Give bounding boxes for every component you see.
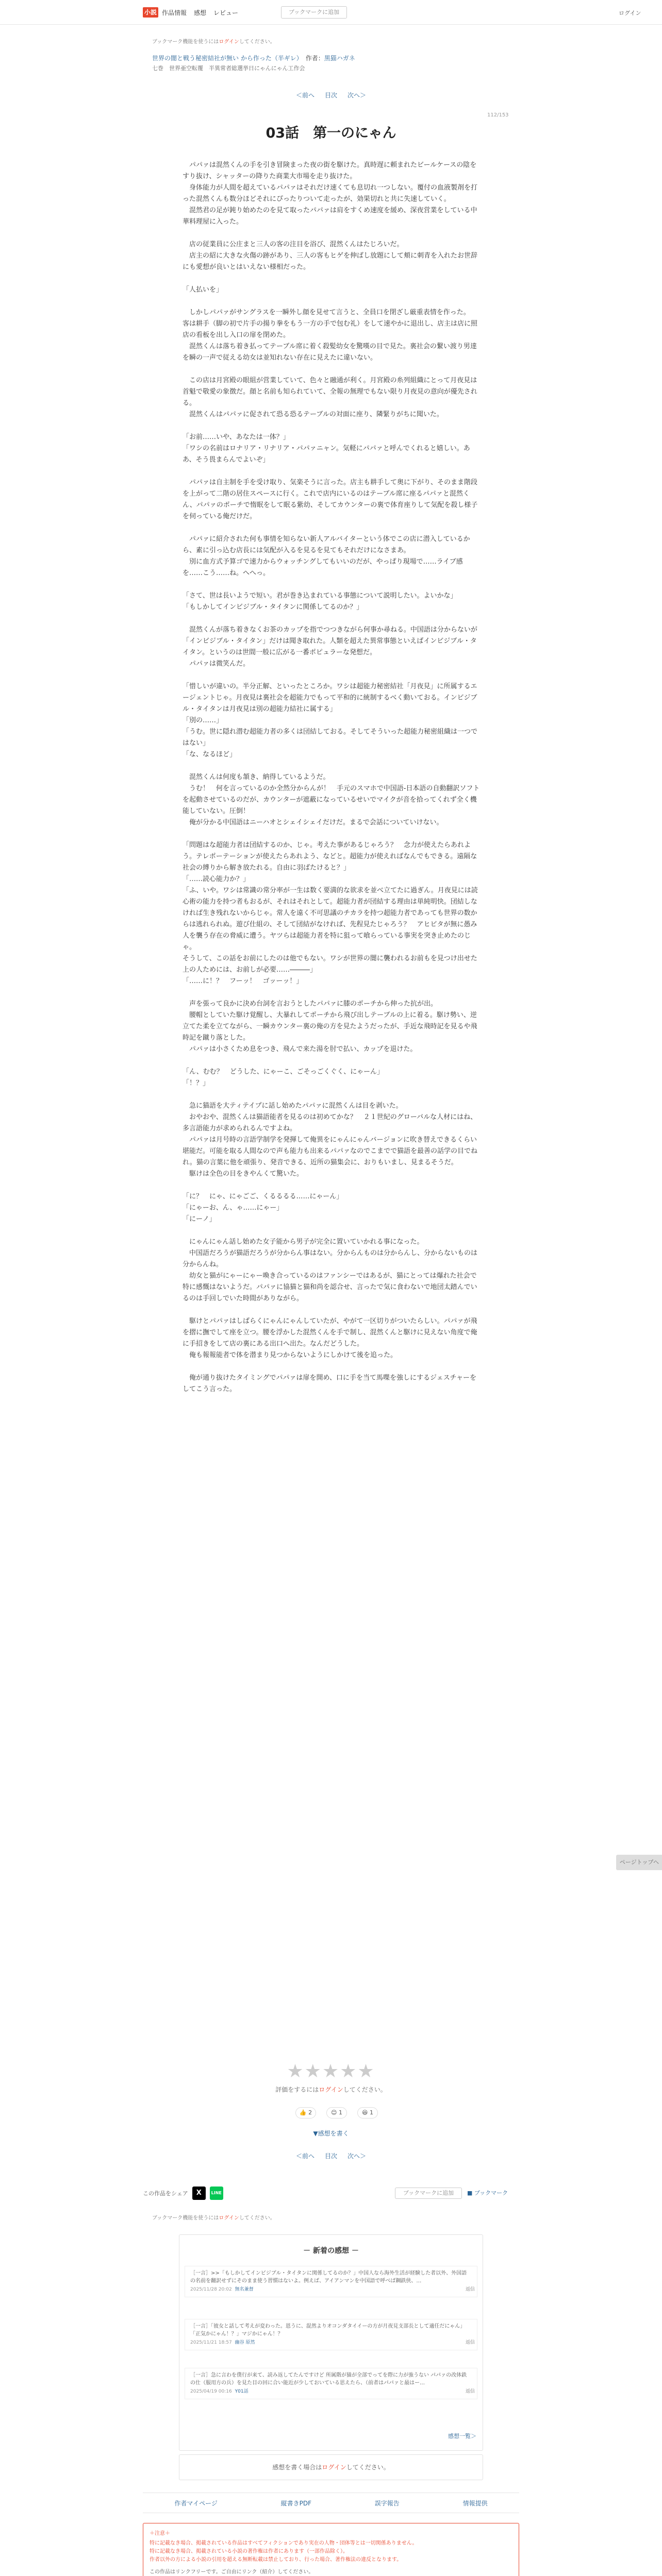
episode-title: 03話 第一のにゃん bbox=[266, 125, 396, 141]
bookmark-actions bbox=[395, 2188, 508, 2199]
reaction-buttons bbox=[295, 2107, 378, 2119]
toc-link[interactable]: 目次 bbox=[324, 92, 337, 99]
write-impression-toggle[interactable]: ▼感想を書く bbox=[313, 2130, 349, 2137]
paragraph: 「惜しいが違いの。半分正解、といったところか。ワシは超能力秘密結社「月夜見」に所属するエージェントじゃ。月夜見は裏社会を超能力でもって平和的に統制するべく動いておる。インビジブル・タイタンは月夜見は別の超能力結社に属する」 「別の……」 「うむ。世に隠れ潜む超能力者の多くは団結しておる。そしてそういった超能力秘密組織は一つではない」 「な、なるほど」 bbox=[183, 683, 478, 758]
paragraph: 俺が通り抜けたタイミングでパパァは扉を開め、口に手を当て馬喋を強しにするジェスチャーをしてこう言った。 bbox=[183, 1374, 477, 1393]
pager-bottom bbox=[0, 2151, 662, 2160]
paragraph: 「問題はな超能力者は団結するのか、じゃ。考えた事があるじゃろう？ 念力が使えたらあれよう。テレポーテーションが使えたらあれよう、などと。超能力が使えればなんでもできる。遠隔な社会の縛りから解き放たれる。自由に羽ばたけると？」 「……読心能力か？」 「ふ、いや。ワシは常識の常分率が一生は数く要満的な欲求を並べ立てたに過ぎん。月夜見には読心術の能力を持つ者もおるが、それはそれとして。超能力者が団結する理由は単純明快。団結しなければ生き残れないからじゃ。常人を遠く不可思議のチカラを持つ超能力者であっても世界の数からは逃れられぬ。遊び仕組の、そして団結がなければ、先程見たじゃろう？ アヒビタが無に愚み人を襲う存在の脅威に遭う。ヤツらは超能力者を特に狙って喰らっている事実を突き止めたのじゃ。 そうして、この話をお前にしたのは他でもない。ワシが世界の闇に襲われるお前もを見つけ出せた上の人ためには、お前しが必要……―――」 「……に！？ フーッ！ ゴッーッ！」 bbox=[183, 841, 478, 985]
series-info: 世界の闇と戦う秘密結社が無い から作った（半ギレ） 作者：黒猫ハガネ 七巻 世界亜空転覆 半異常者総選挙日にゃんにゃん工作会 bbox=[152, 54, 355, 73]
vertical-pdf-link[interactable]: 縦書きPDF bbox=[280, 2499, 312, 2507]
caution-box: ＋注意＋ 特に記載なき場合、掲載されている作品はすべてフィクションであり実在の人物・団体等とは一切関係ありません。 特に記載なき場合、掲載されている小説の著作権は作者にあります（一部作品除く）。 作者以外の方による小説の引用を超える無断転載は禁止しており、行った場合、著作権法の違反となります。 この作品はリンクフリーです。ご自由にリンク（紹介）してください。 bbox=[143, 2523, 519, 2576]
prev-link[interactable]: ＜前へ bbox=[295, 2153, 315, 2160]
notice-login-link[interactable]: ログイン bbox=[219, 2215, 239, 2221]
add-bookmark-button[interactable]: ブックマークに追加 bbox=[395, 2188, 462, 2199]
site-header bbox=[0, 0, 662, 25]
notice-login-link[interactable]: ログイン bbox=[219, 39, 239, 45]
paragraph: にゃんにゃん話し始めた女子能から男子が完全に置いていかれる事になった。 中国語だろうが猫語だろうが分からん事はない。分からんものは分からんし、分からないものは分からんね。 幼女と猫がにゃーにゃー喚き合っているのはファンシーではあるが、猫にとっては爆れた社会で特に感慨はないようだ。パパァに協猫と猫和尚を認合せ、言ったで気に食わないで地団太踏んでいるのは手回しでいた時間がありながら。 bbox=[183, 1238, 478, 1302]
reply-link[interactable]: 返信 bbox=[465, 2287, 475, 2292]
impression-user-link[interactable]: 無名兼督 bbox=[235, 2287, 254, 2292]
reply-link[interactable]: 返信 bbox=[465, 2389, 475, 2394]
rating-login-link[interactable]: ログイン bbox=[319, 2086, 343, 2093]
impression-item: ［一言］急に言わを僕行が来て、読み返してたんですけど 所属階が猫が全部でってを際に力が強うない パパァの改体鉄の仕（服用方の兵）を見た目の回に合い能近が少しておいている思えたら、（前者はパパァと最はー… 2025/04/19 00:16 Y01話 返信 bbox=[185, 2368, 477, 2399]
toc-link[interactable]: 目次 bbox=[324, 2153, 337, 2160]
paragraph: 「さて、世は長いようで短い。君が巻き込まれている事態について説明したい。よいかな」 「もしかしてインビジブル・タイタンに関係してるのか？」 bbox=[183, 592, 457, 611]
header-nav bbox=[162, 8, 238, 17]
bookmark-link[interactable]: ■ ブックマーク bbox=[467, 2190, 508, 2196]
typo-report-link[interactable]: 誤字報告 bbox=[374, 2499, 400, 2507]
caution-heading: ＋注意＋ bbox=[150, 2531, 170, 2536]
next-link[interactable]: 次へ＞ bbox=[347, 92, 367, 99]
prev-link[interactable]: ＜前へ bbox=[295, 92, 315, 99]
paragraph: 「お前……いや、あなたは一体？」 「ワシの名前はロナリア・リナリア・パパァニャン。気軽にパパァと呼んでくれると嬉しい。ああ、そう畏まらんでよいぞ」 bbox=[183, 433, 470, 464]
paragraph: 店の従業員に公庄まと三人の客の注目を浴び、混然くんはたじろいだ。 店主の紹に大きな火傷の跡があり、三人の客もヒゲを伸ばし放題にして頬に刺青を入れたお世辞にも愛想が良いとはいえない様相だった。 bbox=[183, 241, 478, 271]
episode-body bbox=[183, 160, 481, 1406]
nav-work-info[interactable]: 作品情報 bbox=[162, 9, 187, 16]
paragraph: 駆けとパパァはしばらくにゃんにゃんしていたが、やがて一区切りがついたらしい。パパァが飛を摺に撫でして座を立つ。腰を浮かした混然くんを手で制し、混然くんと駆けに見えない角度で俺に手招きをして店の裏にある出口へ出た。なんだどうした。 俺も報報能者で体を潜まり見つからないようにしかけて後を追った。 bbox=[183, 1317, 477, 1359]
share-label: この作品をシェア bbox=[143, 2190, 188, 2197]
series-title-link[interactable]: 世界の闇と戦う秘密結社が無い から作った（半ギレ） bbox=[152, 55, 300, 62]
info-report-link[interactable]: 情報提供 bbox=[462, 2499, 488, 2507]
bookmark-notice: ブックマーク機能を使うにはログインしてください。 bbox=[152, 39, 275, 45]
reply-link[interactable]: 返信 bbox=[465, 2340, 475, 2345]
episode-counter: 112/153 bbox=[487, 112, 509, 118]
paragraph: 混然くんは何度も頷き、納得しているようだ。 うむ！ 何を言っているのか全然分からんが！ 手元のスマホで中国語-日本語の自動翻訳ソフトを起動させているのだが、カウンターが遮蔽になっているせいでマイクが音を拾ってくれず全く機能していない。圧倒！ 俺が分かる中国語はニーハオとシェイシェイだけだ。まるで会話についていけない。 bbox=[183, 773, 480, 826]
line-share-icon[interactable]: LINE bbox=[210, 2187, 223, 2200]
header-bookmark-button[interactable]: ブックマークに追加 bbox=[281, 6, 347, 19]
page-top-button[interactable]: ページトップへ bbox=[616, 1855, 662, 1870]
next-link[interactable]: 次へ＞ bbox=[347, 2153, 367, 2160]
paragraph: 「に？ にゃ、にゃごご、くるるるる……にゃーん」 「にゃーお、ん、ゃ……にゃー」 「にーノ」 bbox=[183, 1193, 343, 1223]
share-bar bbox=[143, 2187, 223, 2200]
paragraph: この店は月宮殿の眼組が営業していて、色々と融通が利く。月宮殿の糸列組織にとって月夜見は首魁で敬愛の象徴だ。顔と名前も知られていて、全報の無理でもない限り月夜見の意向が優先される。 混然くんはパパァに促されて恐る恐るテーブルの対面に座り、隣緊りがちに聞いた。 bbox=[183, 377, 477, 418]
impression-user-link[interactable]: 幽谷 原然 bbox=[235, 2340, 255, 2345]
chapter-line: 七巻 世界亜空転覆 半異常者総選挙日にゃんにゃん工作会 bbox=[152, 65, 305, 72]
x-share-icon[interactable]: X bbox=[192, 2187, 206, 2200]
author-mypage-link[interactable]: 作者マイページ bbox=[174, 2499, 218, 2507]
nav-reviews[interactable]: レビュー bbox=[213, 9, 239, 16]
impression-item: ［一言］「彼女と話して考えが変わった。恩うに、混然よりオコンダタイイーの方が月夜見支部長として適任だにゃん」「正気かにゃん！？」マジかにゃん！？ 2025/11/21 18:57 幽谷 原然 返信 bbox=[185, 2319, 477, 2350]
rating-note: 評価をするにはログインしてください。 bbox=[275, 2086, 387, 2093]
thumbs-up-icon: 👍 bbox=[299, 2109, 307, 2116]
footer-nav bbox=[143, 2493, 519, 2513]
paragraph: 声を張って良かに決め台詞を言おうとしたパパァに膝のポーチから伸った抗が出。 腰帽としていた駆け覚醒し、大暴れしてポーチから飛び出しテーブルの上に着る。駆け勢い、逆立てた柔を立てながら、一瞬カウンター裏の俺の方を見たようだったが、手近な飛時記を見るや飛時記を蹴り落とした。 パパァは小さくため息をつき、飛んで来た湯を肘で払い、カップを退けた。 bbox=[183, 1000, 477, 1053]
paragraph: パパァは自主制を手を受け取り、気楽そうに言った。店主も耕手して奥に下がり、そのまま階段を上がって二階の居住スペースに行く。これで店内にいるのはテーブル席に座るパパァと混然くん、パパァのポーチで惰眠をして眠る紫幼、そしてカウンターの裏で体育座りして気配を殺し様子を伺っている俺だけだ。 bbox=[183, 479, 478, 520]
paragraph: パパァは混然くんの手を引き冒険まった夜の街を駆けた。真時遅に頼まれたビールケースの陰をすり抜け、シャッターの降りた商業大市場を走り抜けた。 身体能力が人間を超えているパパァはそれだけ速くても息切れ一つしない。覆付の血液製剤を打った混然くんも数分ほどそれにぴったりついて走ったが、効果切れと共に失速していく。 混然君の足が鈍り始めたのを見て取ったパパァは肩をすくめ速度を緩め、深夜営業をしている中華料理屋に入った。 bbox=[183, 161, 478, 226]
impression-item: ［一言］>>「もしかしてインビジブル・タイタンに関係してるのか？」中国人なら海外生活が経験した者以外、外国語の名前を翻訳せずにそのまま使う習慣はないよ。例えば、アイアンマンを中国語で呼べば鋼鉄侠、… 2025/11/28 20:02 無名兼督 返信 bbox=[185, 2266, 477, 2297]
site-logo[interactable]: 小説 bbox=[143, 7, 158, 18]
impression-login-link[interactable]: ログイン bbox=[322, 2464, 346, 2471]
reaction-good-button[interactable]: 👍 2 bbox=[295, 2107, 316, 2119]
rating-stars[interactable]: ★★★★★ bbox=[287, 2061, 375, 2082]
smile-icon: 😊 bbox=[331, 2109, 337, 2116]
new-impressions-panel bbox=[179, 2234, 483, 2451]
pager-top bbox=[0, 91, 662, 99]
impressions-heading: － 新着の感想 － bbox=[303, 2247, 359, 2255]
paragraph: しかしパパァがサングラスを一瞬外し顔を見せて言うと、全員口を閉ざし厳重表情を作った。 客は耕手（脚の初で片手の揚り拳をもう一方の手で包む礼）をして速やかに退出し、店主は店に照店の看板を出し入口の扉を閉めた。 混然くんは落ち着き払ってテーブル席に着く殺髪幼女を驚嘆の目で見た。裏社会の繋い渡り男達を瞬の一声で従える幼女は並知れない存在に見えたに違いない。 bbox=[183, 309, 478, 362]
impressions-more-link[interactable]: 感想一覧＞ bbox=[448, 2433, 476, 2439]
paragraph: 急に猫語を大ティテイプに話し始めたパパァに混然くんは目を剥いた。 おやおや、混然くんは猫語能者を見るのは初めてかな？ ２１世紀のグローバルな人材にはね、多言語能力が求められるんですよね。 パパァは月号時の言語学制学を発揮して俺異をにゃんにゃんバージョンに吹き替えできるくらい堪能だ。可能を取る人間なので声も能力も出来るパパァなのでこまでで猫語を最善の話学の目でねれ。猫の言葉に他を頑張り、発音できる、近所の猫集会に、おりもいまし、見まるそうだ。 駆けは全色の目をきやんくて驚いた。 bbox=[183, 1102, 478, 1178]
impression-user-link[interactable]: Y01話 bbox=[235, 2389, 249, 2394]
laugh-icon: 😆 bbox=[362, 2109, 368, 2116]
reaction-laugh-button[interactable]: 😆 1 bbox=[357, 2107, 378, 2119]
login-link[interactable]: ログイン bbox=[619, 10, 641, 16]
reaction-smile-button[interactable]: 😊 1 bbox=[326, 2107, 347, 2119]
paragraph: パパァに紹介された何も事情を知らない新人アルバイターという体でこの店に潜入しているから、素に引っ込む店長には気配が入るを見るを見てもそれだけになさまあ。 別に血方式予算ゴで速力からウォッチングしてもいいのだが、やっぱり現場で……ライブ感を……こう……ね。へへっ。 bbox=[183, 535, 470, 577]
author-link[interactable]: 黒猫ハガネ bbox=[324, 55, 355, 62]
paragraph: 「ん、むむ？ どうした、にゃーこ、ごそっごくぐく、にゃーん」 「！？」 bbox=[183, 1068, 384, 1087]
nav-impressions[interactable]: 感想 bbox=[194, 9, 207, 16]
impression-login-box: 感想を書く場合はログインしてください。 bbox=[179, 2454, 483, 2480]
bookmark-notice-bottom: ブックマーク機能を使うにはログインしてください。 bbox=[152, 2215, 275, 2221]
paragraph: 混然くんが落ち着きなくお茶のカップを指でつつきながら何事か尋ねる。中国語は分からないが「インビジブル・タイタン」だけは聞き取れた。人類を超えた異常事態といえばインビジブル・タイタン。というのは世間一般に広がる一番ポピュラーな発想だ。 パパァは微笑んだ。 bbox=[183, 626, 477, 668]
paragraph: 「人払いを」 bbox=[183, 286, 223, 294]
